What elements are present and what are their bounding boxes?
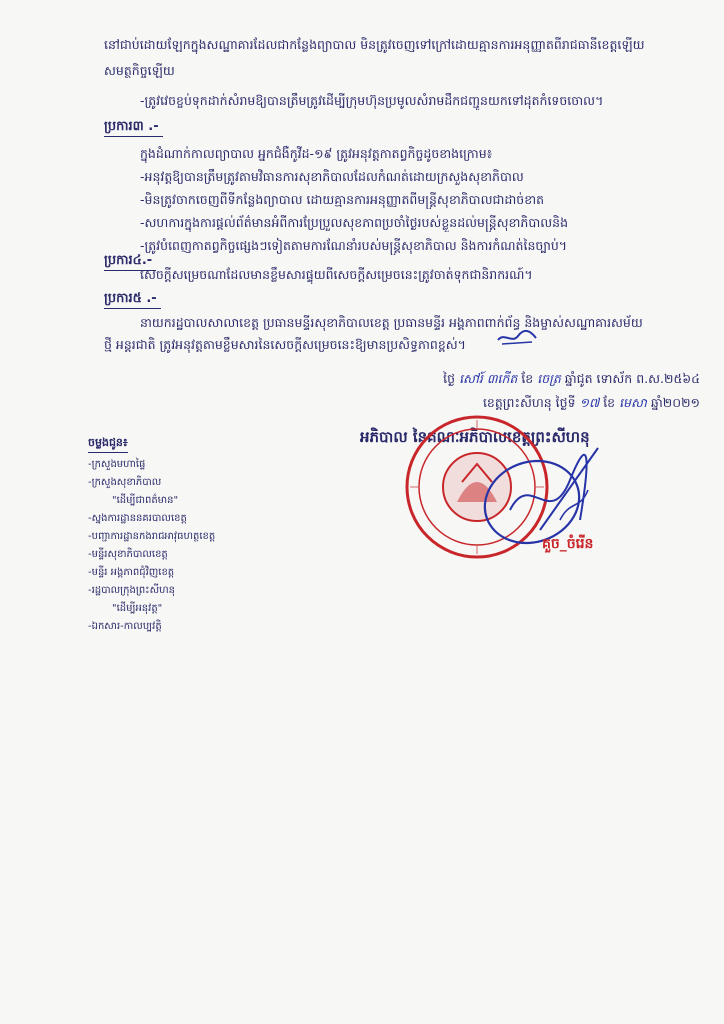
civil-date-line — [483, 394, 700, 412]
date-year: ឆ្នាំ២០២១ — [650, 395, 700, 410]
lunar-date-suffix: ឆ្នាំជូត ទោស័ក ព.ស.២៥៦៤ — [564, 371, 700, 386]
cc-item: -ក្រសួងមហាផ្ទៃ — [88, 459, 146, 470]
signature-title: អភិបាល នៃគណៈអភិបាលខេត្តព្រះសីហនុ — [360, 428, 590, 446]
signer-name: គួច_ចំរើន — [542, 536, 594, 552]
article-3-line-5: -ត្រូវបំពេញកាតព្វកិច្ចផ្សេងៗទៀតតាមការណែនាំរបស់មន្ត្រីសុខាភិបាល និងការកំណត់នៃច្បាប់។ — [140, 238, 568, 253]
date-month-prefix: ខែ — [603, 395, 616, 410]
intro-line-3: -ត្រូវវេចខ្ចប់ទុកដាក់សំរាមឱ្យបានត្រឹមត្រូវដើម្បីក្រុមហ៊ុនប្រមូលសំរាមដឹកជញ្ជូនយកទៅដុតកំទេចចោល។ — [140, 93, 604, 108]
cc-title: ចម្លងជូន៖ — [88, 436, 128, 452]
article-3-line-3: -មិនត្រូវចាកចេញពីទីកន្លែងព្យាបាល ដោយគ្មានការអនុញ្ញាតពីមន្ត្រីសុខាភិបាលជាដាច់ខាត — [140, 192, 545, 207]
intro-line-2: សមត្ថកិច្ចឡើយ — [104, 63, 175, 78]
article-3-line-4: -សហការក្នុងការផ្តល់ព័ត៌មានអំពីការប្រែប្រួលសុខភាពប្រចាំថ្ងៃរបស់ខ្លួនដល់មន្ត្រីសុខាភិបាលនិង — [140, 215, 569, 230]
cc-item: -មន្ទីរ អង្គភាពជុំវិញខេត្ត — [88, 567, 175, 578]
intro-line-1: នៅជាប់ដោយឡែកក្នុងសណ្ឋាគារដែលជាកន្លែងព្យាបាល មិនត្រូវចេញទៅក្រៅដោយគ្មានការអនុញ្ញាតពីរាជធានីខេត្តឡើយ — [104, 37, 645, 52]
article-4-heading: ប្រការ៤.- — [104, 253, 153, 268]
lunar-date-day: សៅរ៍ ៣កើត — [459, 371, 518, 386]
cc-item-note: "ដើម្បីជាពត៌មាន" — [112, 495, 179, 506]
cc-item: -ស្នងការដ្ឋាននគរបាលខេត្ត — [88, 513, 187, 524]
cc-item: -បញ្ជាការដ្ឋានកងរាជអាវុធហត្ថខេត្ត — [88, 531, 216, 542]
article-3-line-1: ក្នុងដំណាក់កាលព្យាបាល អ្នកជំងឺកូវីដ-១៩ ត្រូវអនុវត្តកាតព្វកិច្ចដូចខាងក្រោម៖ — [140, 146, 493, 161]
cc-item: -ឯកសារ-កាលប្បវត្តិ — [88, 621, 162, 632]
cc-item: -រដ្ឋបាលក្រុងព្រះសីហនុ — [88, 585, 175, 596]
date-day: ១៧ — [579, 395, 600, 410]
lunar-date-prefix: ថ្ងៃ — [443, 371, 456, 386]
article-3-line-2: -អនុវត្តឱ្យបានត្រឹមត្រូវតាមវិធានការសុខាភិបាលដែលកំណត់ដោយក្រសួងសុខាភិបាល — [140, 169, 524, 184]
cc-item-note: "ដើម្បីអនុវត្ត" — [112, 603, 163, 614]
lunar-month-prefix: ខែ — [521, 371, 534, 386]
lunar-month: ចេត្រ — [537, 371, 561, 386]
article-5-line-2: ថ្មី អន្តរជាតិ ត្រូវអនុវត្តតាមខ្លឹមសារនៃសេចក្តីសម្រេចនេះឱ្យមានប្រសិទ្ធភាពខ្ពស់។ — [104, 337, 466, 352]
cc-item: -ក្រសួងសុខាភិបាល — [88, 477, 162, 488]
article-4-line-1: សេចក្តីសម្រេចណាដែលមានខ្លឹមសារផ្ទុយពីសេចក្តីសម្រេចនេះត្រូវចាត់ទុកជានិរាករណ៍។ — [140, 267, 533, 282]
cc-item: -មន្ទីរសុខាភិបាលខេត្ត — [88, 549, 168, 560]
initial-mark-icon — [494, 326, 540, 350]
article-5-heading: ប្រការ៥ .- — [104, 291, 157, 306]
article-3-heading: ប្រការ៣ .- — [104, 119, 159, 134]
date-place-prefix: ខេត្តព្រះសីហនុ ថ្ងៃទី — [482, 395, 576, 410]
lunar-date-line — [443, 370, 700, 388]
article-5-line-1: នាយករដ្ឋបាលសាលាខេត្ត ប្រធានមន្ទីរសុខាភិបាលខេត្ត ប្រធានមន្ទីរ អង្គភាពពាក់ព័ន្ធ និងម្ចាស់សណ្ឋាគារសម័យ — [140, 315, 643, 330]
date-month: មេសា — [619, 395, 647, 410]
